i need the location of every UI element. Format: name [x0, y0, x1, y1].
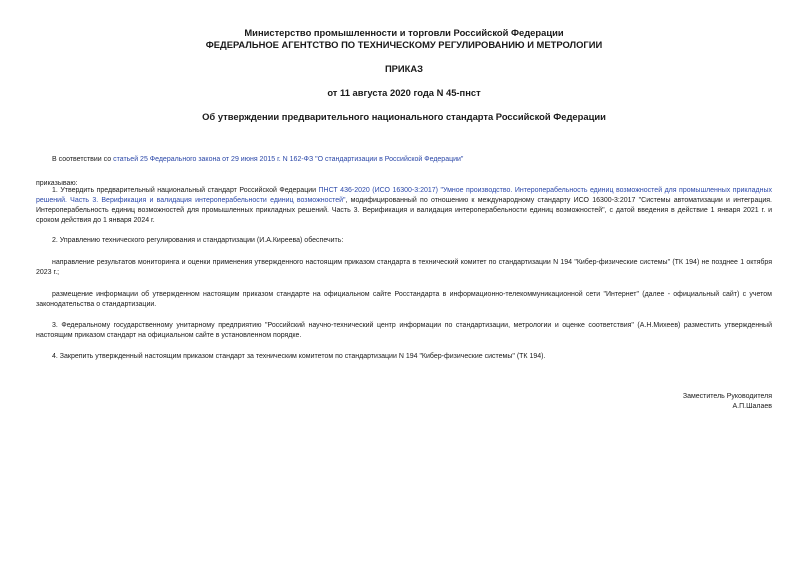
federal-law-link[interactable]: статьей 25 Федерального закона от 29 июня 2015 г. N 162-ФЗ "О стандартизации в Российской Федерации": [113, 156, 464, 163]
document-title: Об утверждении предварительного национального стандарта Российской Федерации: [202, 111, 606, 122]
standard-link[interactable]: ПНСТ 436-2020 (ИСО 16300-3:2017) "Умное производство. Интероперабельность единиц возможностей для промышленных прикладных решений. Часть 3. Верификация и валидация интероперабельности единиц возможностей": [36, 187, 772, 204]
document-header: [36, 27, 772, 122]
document-page: [36, 0, 772, 410]
item-4-paragraph: 4. Закрепить утвержденный настоящим приказом стандарт за техническим комитетом по стандартизации N 194 "Кибер-физические системы" (ТК 194).: [52, 353, 546, 360]
prikazyvayu-text: приказываю:: [36, 180, 78, 187]
order-label: ПРИКАЗ: [384, 63, 424, 74]
signatory-name: А.П.Шалаев: [732, 403, 772, 410]
order-date: от 11 августа 2020 года N 45-пнст: [327, 87, 481, 98]
item-1-prefix: 1. Утвердить предварительный национальный стандарт Российской Федерации: [52, 187, 319, 194]
item-3-paragraph: 3. Федеральному государственному унитарному предприятию "Российский научно-технический центр информации по стандартизации, метрологии и оценке соответствия" (А.Н.Михеев) разместить утвержденный настоящим приказом стандарт на официальном сайте в установленном порядке.: [36, 322, 772, 339]
item-1-paragraph: [36, 186, 772, 226]
signatory-position: Заместитель Руководителя: [682, 393, 772, 400]
item-2a-paragraph: направление результатов мониторинга и оценки применения утвержденного настоящим приказом стандарта в технический комитет по стандартизации N 194 "Кибер-физические системы" (ТК 194) не позднее 1 октября 2023 г.;: [36, 259, 772, 276]
intro-paragraph: [36, 155, 772, 165]
ministry-name: Министерство промышленности и торговли Российской Федерации: [244, 27, 564, 38]
intro-prefix: В соответствии со: [52, 156, 114, 163]
item-2b-paragraph: размещение информации об утвержденном настоящим приказом стандарте на официальном сайте Росстандарта в информационно-телекоммуникационной сети "Интернет" (далее - официальный сайт) с учетом законодательства о стандартизации.: [36, 291, 772, 308]
item-2-paragraph: 2. Управлению технического регулирования и стандартизации (И.А.Киреева) обеспечить:: [52, 237, 344, 244]
item-1-suffix: , модифицированный по отношению к международному стандарту ИСО 16300-3:2017 "Системы автоматизации и интеграция. Интероперабельность единиц возможностей для промышленных прикладных решений. Часть 3. Верификация и валидация интероперабельности единиц возможностей", с датой введения в действие 1 января 2021 г. и сроком действия до 1 января 2024 г.: [36, 197, 772, 224]
signature-block: [683, 392, 772, 412]
agency-name: ФЕДЕРАЛЬНОЕ АГЕНТСТВО ПО ТЕХНИЧЕСКОМУ РЕГУЛИРОВАНИЮ И МЕТРОЛОГИИ: [205, 39, 603, 50]
